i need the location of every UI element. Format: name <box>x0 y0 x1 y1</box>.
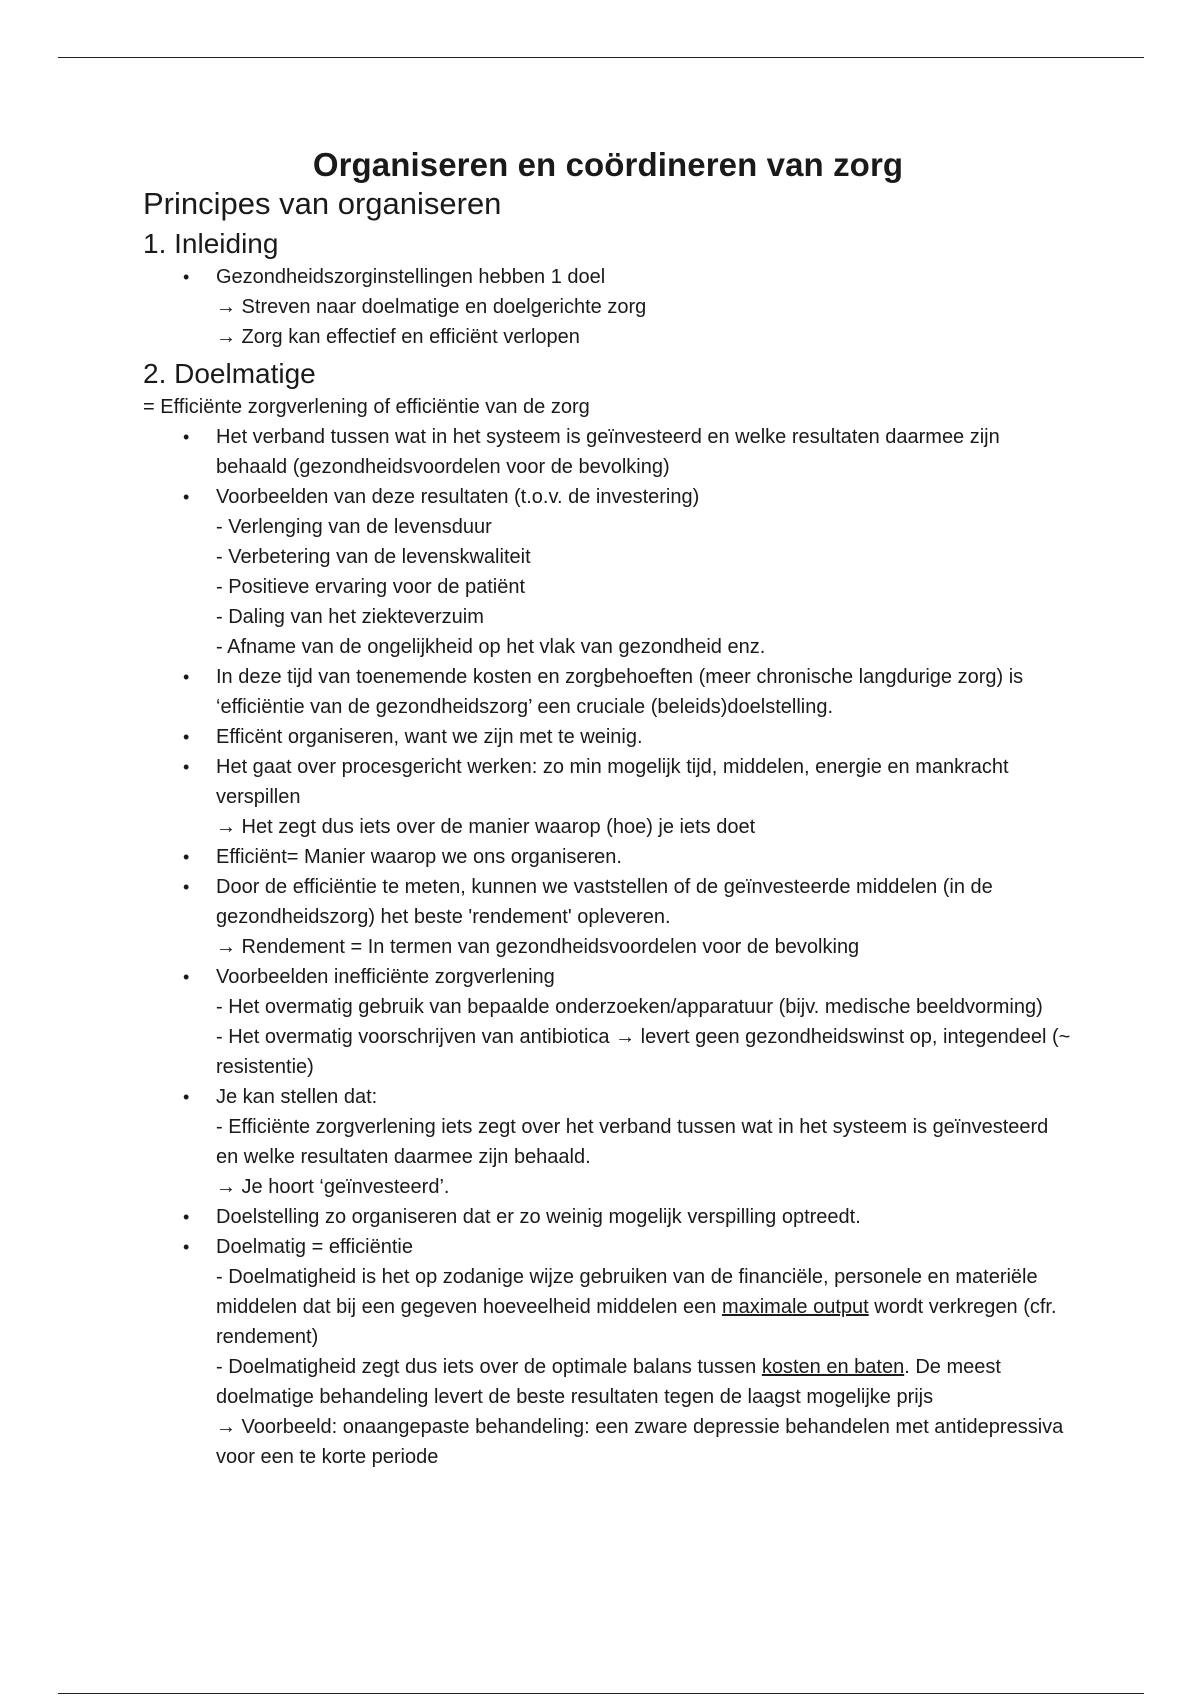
list-item-subline: - Afname van de ongelijkheid op het vlak van gezondheid enz. <box>216 636 766 658</box>
bullet-icon: • <box>183 757 190 777</box>
list-item-subline: - Het overmatig voorschrijven van antibiotica → levert geen gezondheidswinst op, integendeel (~ resistentie) <box>216 1026 1071 1078</box>
list-item <box>143 962 1073 1082</box>
list-item <box>143 872 1073 962</box>
bullet-icon: • <box>183 487 190 507</box>
definition-text: = Efficiënte zorgverlening of efficiëntie van de zorg <box>143 396 590 418</box>
list-item <box>143 422 1073 482</box>
list-item <box>143 662 1073 722</box>
list-item-text: Voorbeelden inefficiënte zorgverlening <box>216 966 555 988</box>
underlined-term: maximale output <box>721 1296 869 1318</box>
paragraph-text: wordt verkregen (cfr. rendement) <box>216 1296 1057 1348</box>
heading-doelmatige: 2. Doelmatige <box>143 358 316 389</box>
list-item-subline: → Rendement = In termen van gezondheidsvoordelen voor de bevolking <box>216 936 860 958</box>
section-title: Principes van organiseren <box>143 186 502 221</box>
list-item <box>143 1202 1073 1232</box>
underlined-term: kosten en baten <box>761 1356 905 1378</box>
list-item-subline: → Je hoort ‘geïnvesteerd’. <box>216 1176 450 1198</box>
list-item <box>143 722 1073 752</box>
list-item-subline: → Voorbeeld: onaangepaste behandeling: een zware depressie behandelen met antidepressiva voor een te korte periode <box>216 1416 1064 1468</box>
list-item-text: Het verband tussen wat in het systeem is geïnvesteerd en welke resultaten daarmee zijn behaald (gezondheidsvoordelen voor de bevolking) <box>216 426 1000 478</box>
list-item-subline: → Zorg kan effectief en efficiënt verlopen <box>216 326 580 348</box>
list-item-text: Je kan stellen dat: <box>216 1086 378 1108</box>
list-item-subline: - Het overmatig gebruik van bepaalde onderzoeken/apparatuur (bijv. medische beeldvorming) <box>216 996 1043 1018</box>
list-item-text: Doelstelling zo organiseren dat er zo weinig mogelijk verspilling optreedt. <box>216 1206 861 1228</box>
list-item-text: Efficiënt= Manier waarop we ons organiseren. <box>216 846 622 868</box>
list-item <box>143 1082 1073 1202</box>
list-item-text: Voorbeelden van deze resultaten (t.o.v. de investering) <box>216 486 700 508</box>
list-item <box>143 262 1073 352</box>
document-title: Organiseren en coördineren van zorg <box>312 146 904 183</box>
list-item-text: In deze tijd van toenemende kosten en zorgbehoeften (meer chronische langdurige zorg) is ‘efficiëntie van de gezondheidszorg’ een cruciale (beleids)doelstelling. <box>216 666 1024 718</box>
list-item-subline: - Positieve ervaring voor de patiënt <box>216 576 526 598</box>
list-item <box>143 482 1073 662</box>
footer-rule <box>58 1693 1144 1694</box>
paragraph-text: - Doelmatigheid zegt dus iets over de optimale balans tussen <box>216 1356 762 1378</box>
bullet-icon: • <box>183 1237 190 1257</box>
list-item-text: Door de efficiëntie te meten, kunnen we vaststellen of de geïnvesteerde middelen (in de gezondheidszorg) het beste 'rendement' opleveren. <box>216 876 993 928</box>
list-item <box>143 752 1073 842</box>
list-item-subline: → Streven naar doelmatige en doelgerichte zorg <box>216 296 647 318</box>
bullet-icon: • <box>183 1087 190 1107</box>
list-item-text: Doelmatig = efficiëntie <box>216 1236 413 1258</box>
list-item-subline: - Verbetering van de levenskwaliteit <box>216 546 531 568</box>
bullet-list-inleiding <box>143 262 1073 352</box>
list-item-subline: - Verlenging van de levensduur <box>216 516 492 538</box>
bullet-icon: • <box>183 427 190 447</box>
header-rule <box>58 57 1144 58</box>
list-item <box>143 1232 1073 1472</box>
bullet-icon: • <box>183 847 190 867</box>
list-item <box>143 842 1073 872</box>
bullet-icon: • <box>183 667 190 687</box>
list-item-paragraph <box>216 1352 1073 1412</box>
list-item-subline: - Efficiënte zorgverlening iets zegt over het verband tussen wat in het systeem is geïnvesteerd en welke resultaten daarmee zijn behaald. <box>216 1116 1049 1168</box>
paragraph-text: . De meest doelmatige behandeling levert de beste resultaten tegen de laagst mogelijke prijs <box>216 1356 1001 1408</box>
bullet-icon: • <box>183 1207 190 1227</box>
list-item-subline: - Daling van het ziekteverzuim <box>216 606 484 628</box>
list-item-paragraph <box>216 1262 1073 1352</box>
bullet-icon: • <box>183 877 190 897</box>
document-body <box>143 146 1073 1472</box>
list-item-text: Het gaat over procesgericht werken: zo min mogelijk tijd, middelen, energie en mankracht verspillen <box>216 756 1009 808</box>
list-item-subline: → Het zegt dus iets over de manier waarop (hoe) je iets doet <box>216 816 756 838</box>
heading-inleiding: 1. Inleiding <box>143 228 279 259</box>
paragraph-text: - Doelmatigheid is het op zodanige wijze gebruiken van de financiële, personele en materiële middelen dat bij een gegeven hoeveelheid middelen een <box>216 1266 1038 1318</box>
list-item-text: Efficënt organiseren, want we zijn met te weinig. <box>216 726 643 748</box>
list-item-text: Gezondheidszorginstellingen hebben 1 doel <box>216 266 606 288</box>
bullet-icon: • <box>183 267 190 287</box>
bullet-icon: • <box>183 727 190 747</box>
bullet-list-doelmatige <box>143 422 1073 1472</box>
bullet-icon: • <box>183 967 190 987</box>
